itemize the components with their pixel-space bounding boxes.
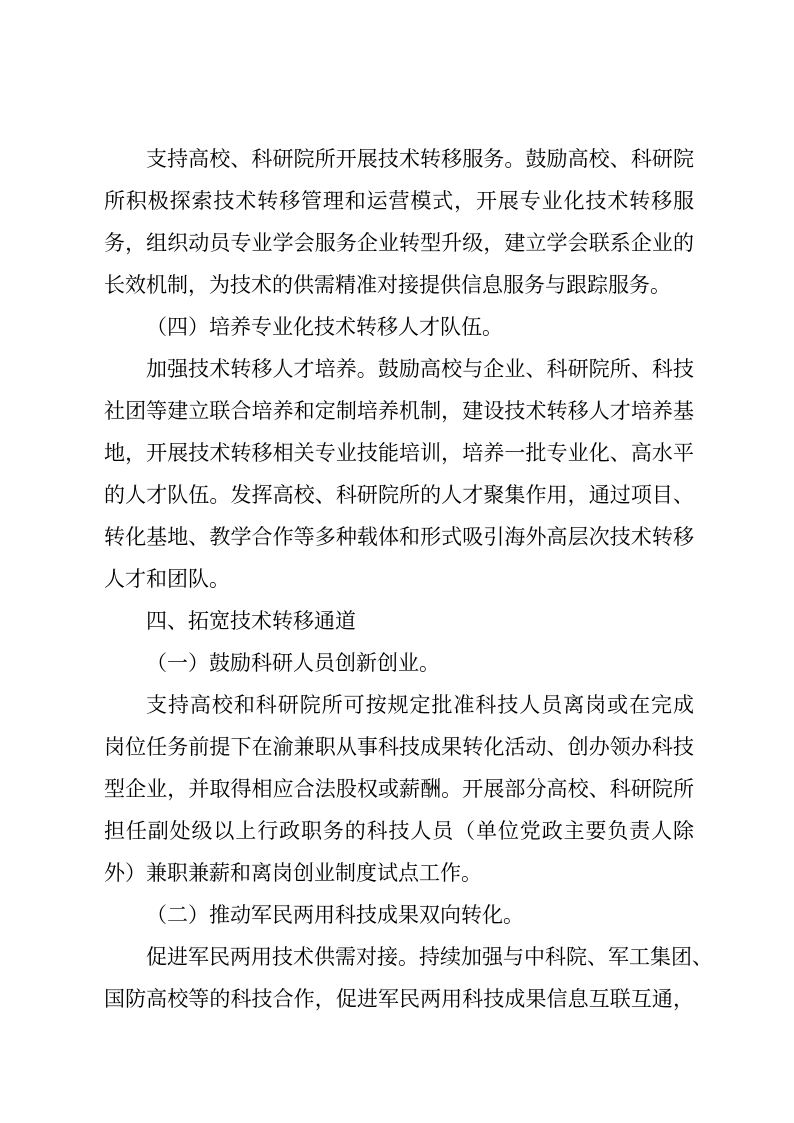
text-line: 支持高校、科研院所开展技术转移服务。鼓励高校、科研院 bbox=[146, 147, 694, 171]
text-line: 社团等建立联合培养和定制培养机制，建设技术转移人才培养基 bbox=[104, 399, 694, 423]
text-line: 岗位任务前提下在渝兼职从事科技成果转化活动、创办领办科技 bbox=[104, 735, 694, 759]
text-line: 型企业，并取得相应合法股权或薪酬。开展部分高校、科研院所 bbox=[104, 777, 694, 801]
text-line: 人才和团队。 bbox=[104, 567, 230, 591]
text-line: 务，组织动员专业学会服务企业转型升级，建立学会联系企业的 bbox=[104, 231, 694, 255]
text-line: 担任副处级以上行政职务的科技人员（单位党政主要负责人除 bbox=[104, 819, 694, 843]
text-line: （四）培养专业化技术转移人才队伍。 bbox=[146, 315, 503, 339]
text-line: （二）推动军民两用科技成果双向转化。 bbox=[146, 903, 524, 927]
text-line: 转化基地、教学合作等多种载体和形式吸引海外高层次技术转移 bbox=[104, 525, 694, 549]
document-body bbox=[104, 138, 713, 1020]
text-line: 地，开展技术转移相关专业技能培训，培养一批专业化、高水平 bbox=[104, 441, 694, 465]
text-line: 长效机制，为技术的供需精准对接提供信息服务与跟踪服务。 bbox=[104, 273, 671, 297]
text-line: （一）鼓励科研人员创新创业。 bbox=[146, 651, 440, 675]
text-line: 加强技术转移人才培养。鼓励高校与企业、科研院所、科技 bbox=[146, 357, 694, 381]
text-line: 的人才队伍。发挥高校、科研院所的人才聚集作用，通过项目、 bbox=[104, 483, 694, 507]
text-line: 促进军民两用技术供需对接。持续加强与中科院、军工集团、 bbox=[146, 945, 713, 969]
text-line: 国防高校等的科技合作，促进军民两用科技成果信息互联互通， bbox=[104, 987, 694, 1011]
text-line: 支持高校和科研院所可按规定批准科技人员离岗或在完成 bbox=[146, 693, 694, 717]
text-line: 外）兼职兼薪和离岗创业制度试点工作。 bbox=[104, 861, 482, 885]
text-line: 四、拓宽技术转移通道 bbox=[146, 609, 356, 633]
text-line: 所积极探索技术转移管理和运营模式，开展专业化技术转移服 bbox=[104, 189, 694, 213]
